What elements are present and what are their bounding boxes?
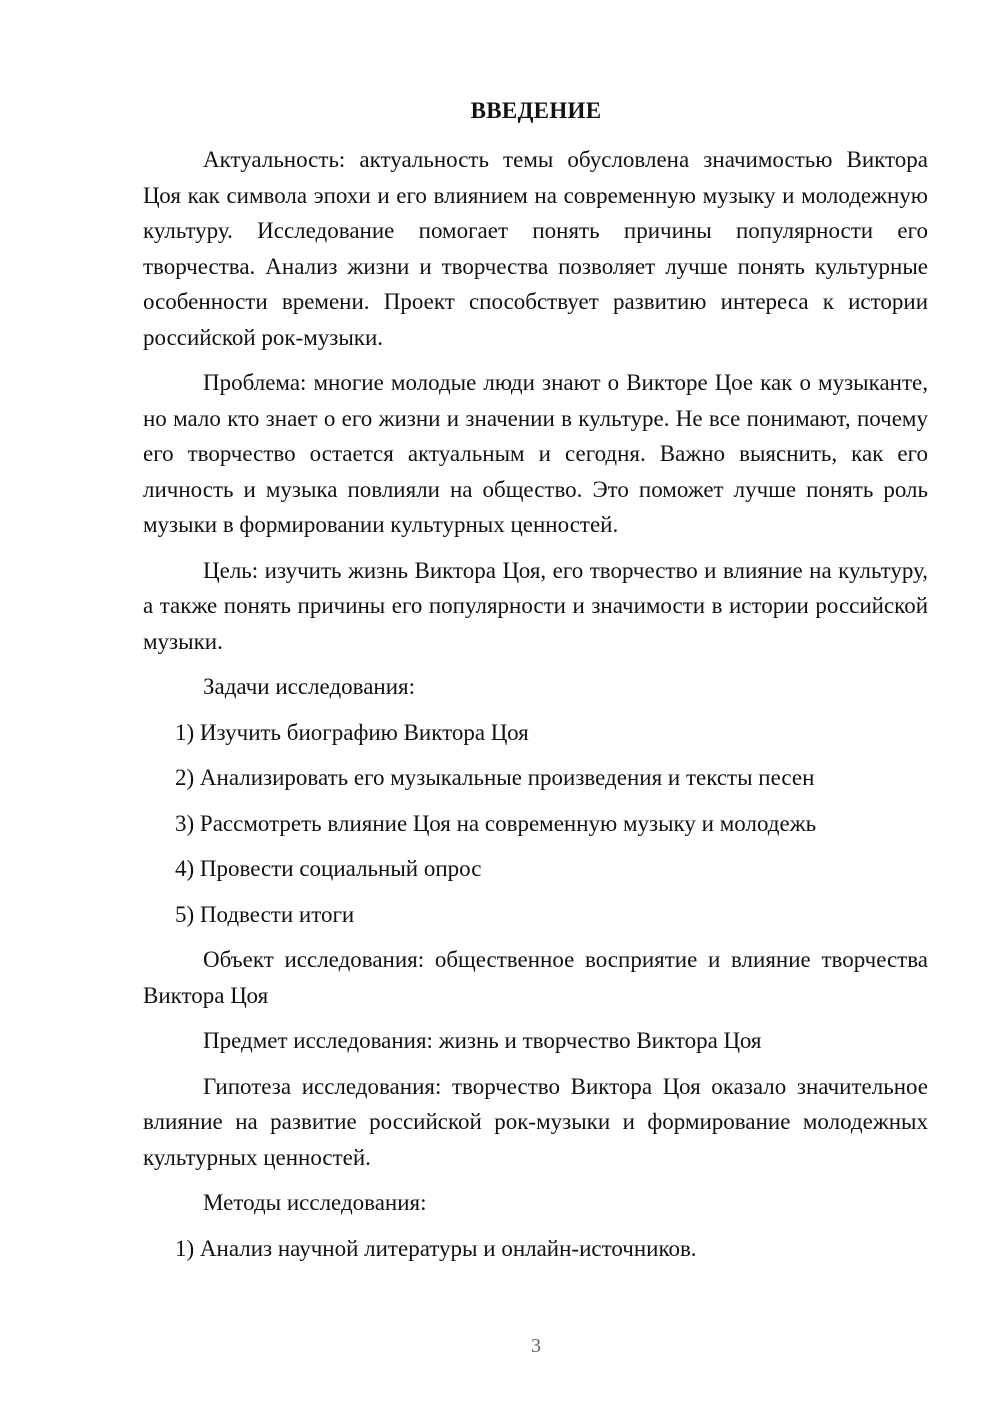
page-number: 3 [531,1335,541,1357]
page-title: ВВЕДЕНИЕ [470,98,602,123]
methods-list [143,1231,928,1267]
list-item: 3) Рассмотреть влияние Цоя на современную музыку и молодежь [175,810,817,836]
document-body [143,142,928,1276]
methods-title: Методы исследования: [203,1190,427,1215]
subject-paragraph: Предмет исследования: жизнь и творчество Виктора Цоя [203,1028,762,1053]
problem-paragraph: Проблема: многие молодые люди знают о Викторе Цое как о музыканте, но мало кто знает о его жизни и значении в культуре. Не все понимают, почему его творчество остается актуальным и сегодня. Важно выяснить, как его личность и музыка повлияли на общество. Это поможет лучше понять роль музыки в формировании культурных ценностей. [143,370,928,537]
object-paragraph: Объект исследования: общественное восприятие и влияние творчества Виктора Цоя [143,947,928,1008]
list-item: 4) Провести социальный опрос [175,856,482,881]
list-item: 2) Анализировать его музыкальные произведения и тексты песен [175,765,815,790]
tasks-list [143,715,928,933]
list-item: 1) Анализ научной литературы и онлайн-источников. [175,1235,697,1261]
relevance-paragraph: Актуальность: актуальность темы обусловлена значимостью Виктора Цоя как символа эпохи и его влиянием на современную музыку и молодежную культуру. Исследование помогает понять причины популярности его творчества. Анализ жизни и творчества позволяет лучше понять культурные особенности времени. Проект способствует развитию интереса к истории российской рок-музыки. [143,147,928,350]
goal-paragraph: Цель: изучить жизнь Виктора Цоя, его творчество и влияние на культуру, а также понять причины его популярности и значимости в истории российской музыки. [143,557,928,654]
tasks-title: Задачи исследования: [203,674,416,699]
list-item: 5) Подвести итоги [175,901,355,927]
hypothesis-paragraph: Гипотеза исследования: творчество Виктора Цоя оказало значительное влияние на развитие российской рок-музыки и формирование молодежных культурных ценностей. [143,1073,928,1170]
list-item: 1) Изучить биографию Виктора Цоя [175,719,529,745]
